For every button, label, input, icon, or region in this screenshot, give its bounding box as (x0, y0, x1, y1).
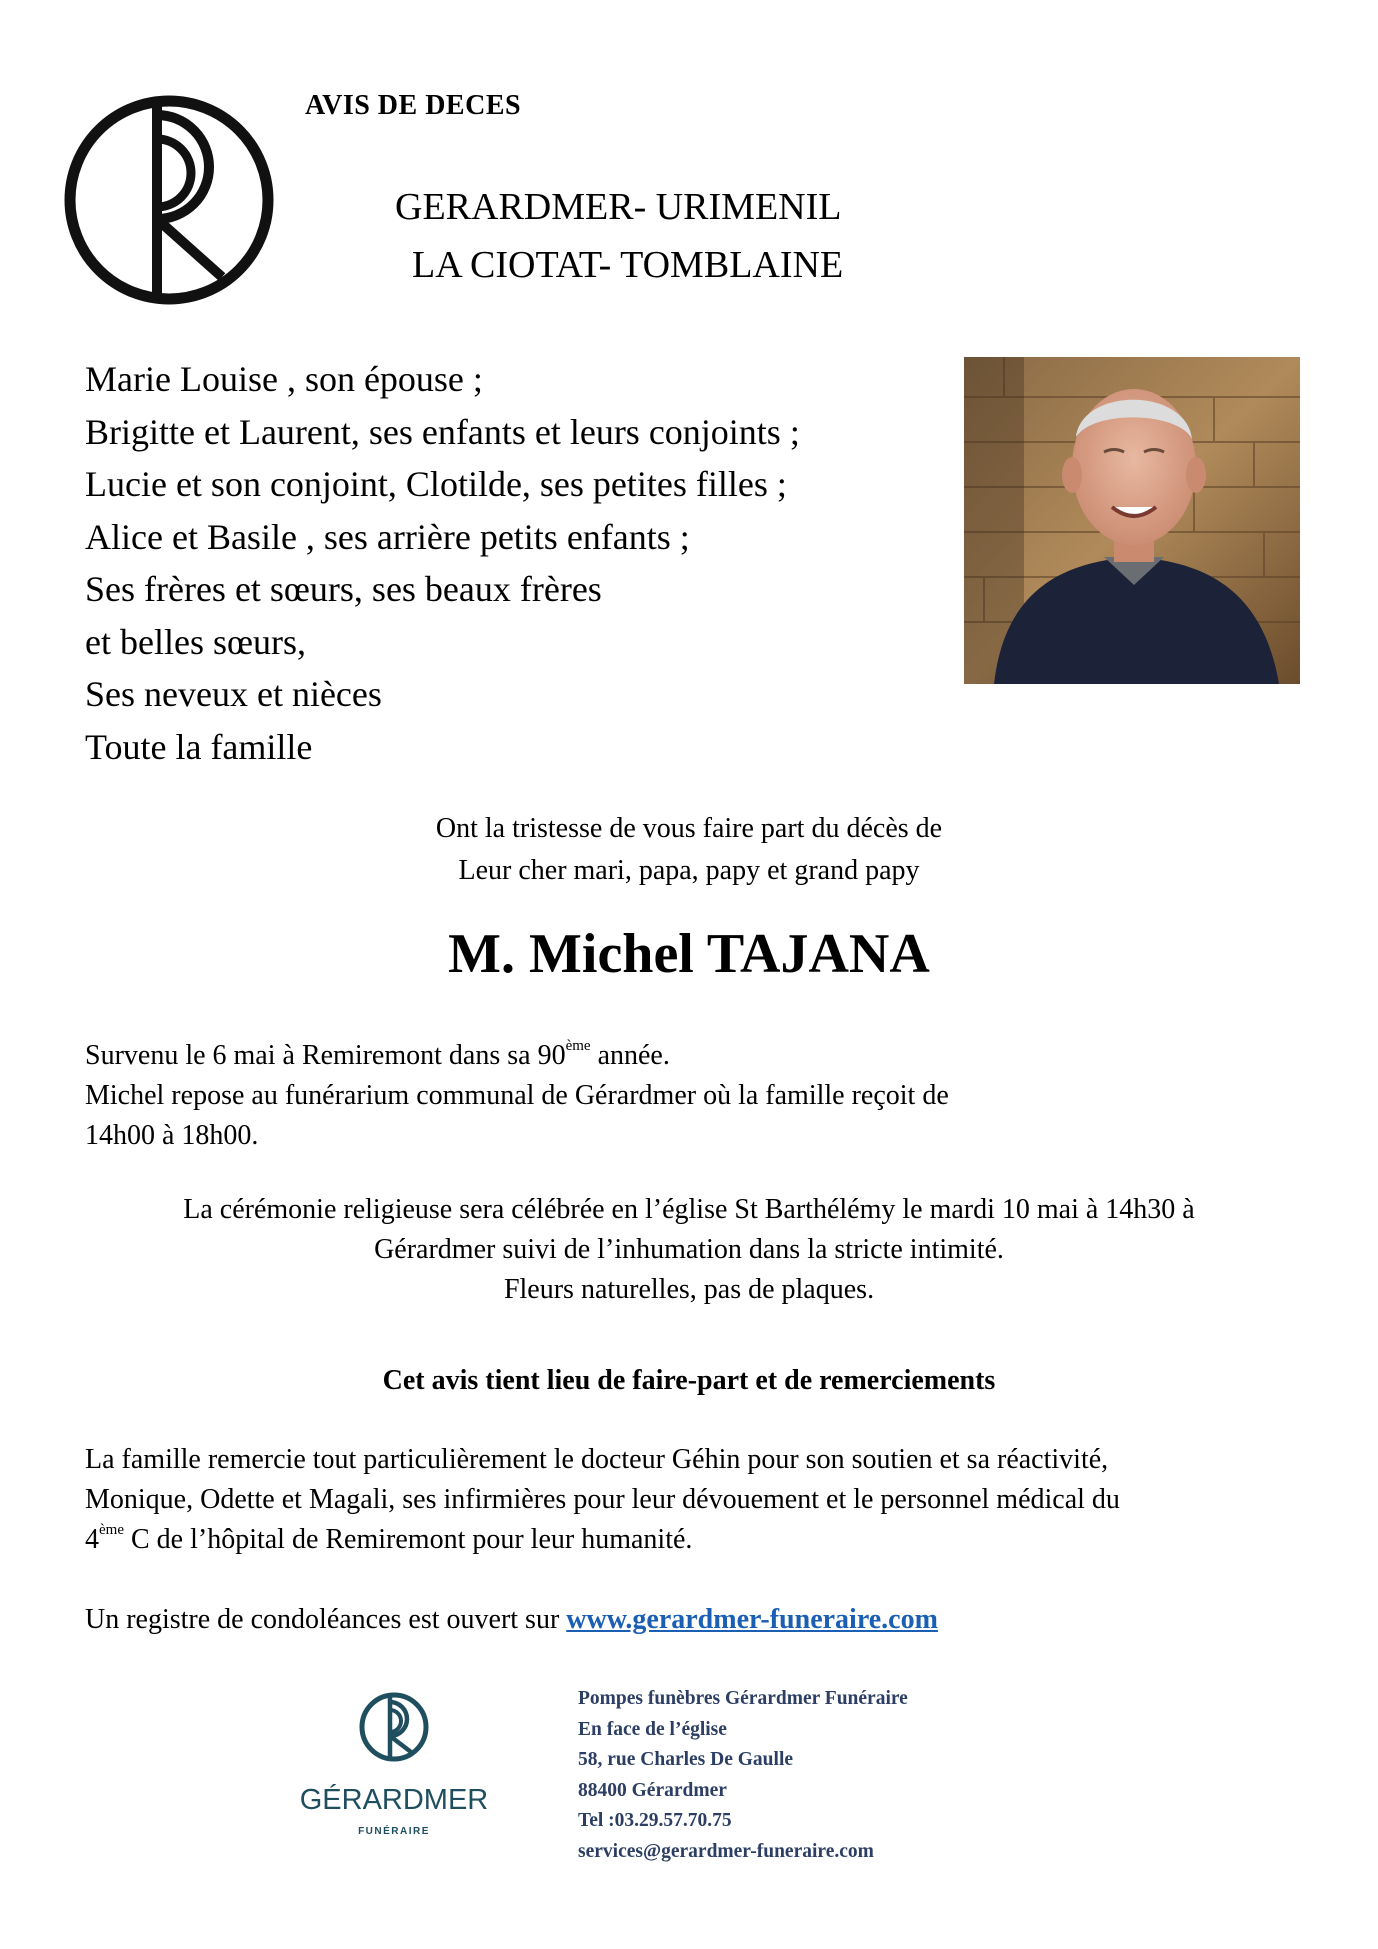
funeral-home-logo (62, 93, 276, 307)
intro-line: Ont la tristesse de vous faire part du décès de (435, 813, 943, 844)
family-line: Toute la famille (85, 726, 313, 767)
death-details (85, 1036, 949, 1156)
family-line: Ses frères et sœurs, ses beaux frères (85, 569, 602, 609)
notice-title: AVIS DE DECES (305, 90, 522, 121)
death-details-line: Michel repose au funérarium communal de Gérardmer où la famille reçoit de (85, 1080, 949, 1111)
family-line: Marie Louise , son épouse ; (85, 359, 483, 399)
family-line: et belles sœurs, (85, 621, 306, 662)
contact-line: En face de l’église (578, 1718, 727, 1740)
family-line: Brigitte et Laurent, ses enfants et leurs conjoints ; (85, 411, 800, 452)
thanks-text (85, 1440, 1325, 1560)
death-details-line: 14h00 à 18h00. (85, 1120, 259, 1151)
footer-sub: FUNÉRAIRE (358, 1826, 430, 1837)
ceremony-text (85, 1190, 1293, 1310)
intro-line: Leur cher mari, papa, papy et grand papy (458, 855, 920, 886)
family-line: Lucie et son conjoint, Clotilde, ses petites filles ; (85, 464, 787, 504)
contact-email[interactable]: services@gerardmer-funeraire.com (578, 1840, 874, 1862)
registry-text: Un registre de condoléances est ouvert sur (85, 1604, 567, 1635)
family-list (85, 353, 800, 773)
footer-logo (296, 1682, 492, 1850)
deceased-name: M. Michel TAJANA (448, 923, 930, 985)
towns-line: GERARDMER- URIMENIL (395, 186, 842, 228)
family-line: Alice et Basile , ses arrière petits enfants ; (85, 516, 690, 557)
intro-text (0, 808, 1378, 892)
notice-statement: Cet avis tient lieu de faire-part et de remerciements (382, 1365, 996, 1396)
thanks-line: 4ème C de l’hôpital de Remiremont pour leur humanité. (85, 1522, 693, 1555)
family-line: Ses neveux et nièces (85, 674, 382, 714)
registry-link[interactable]: www.gerardmer-funeraire.com (566, 1604, 938, 1635)
footer-brand: GÉRARDMER (299, 1784, 489, 1816)
contact-line: Tel :03.29.57.70.75 (578, 1810, 732, 1831)
death-details-line: Survenu le 6 mai à Remiremont dans sa 90ème année. (85, 1038, 670, 1071)
contact-line: Pompes funèbres Gérardmer Funéraire (578, 1688, 908, 1709)
ceremony-line: Fleurs naturelles, pas de plaques. (503, 1274, 875, 1305)
ceremony-line: Gérardmer suivi de l’inhumation dans la stricte intimité. (374, 1234, 1004, 1265)
contact-line: 58, rue Charles De Gaulle (578, 1749, 794, 1770)
towns-block (395, 178, 843, 294)
thanks-line: Monique, Odette et Magali, ses infirmières pour leur dévouement et le personnel médical du (85, 1484, 1120, 1515)
towns-line: LA CIOTAT- TOMBLAINE (412, 244, 844, 286)
condolence-registry (85, 1604, 938, 1636)
ceremony-line: La cérémonie religieuse sera célébrée en l’église St Barthélémy le mardi 10 mai à 14h30 à (183, 1194, 1195, 1225)
portrait-photo (964, 357, 1300, 684)
contact-line: 88400 Gérardmer (578, 1779, 727, 1801)
thanks-line: La famille remercie tout particulièrement le docteur Géhin pour son soutien et sa réactivité, (85, 1444, 1109, 1475)
contact-block (578, 1684, 908, 1867)
